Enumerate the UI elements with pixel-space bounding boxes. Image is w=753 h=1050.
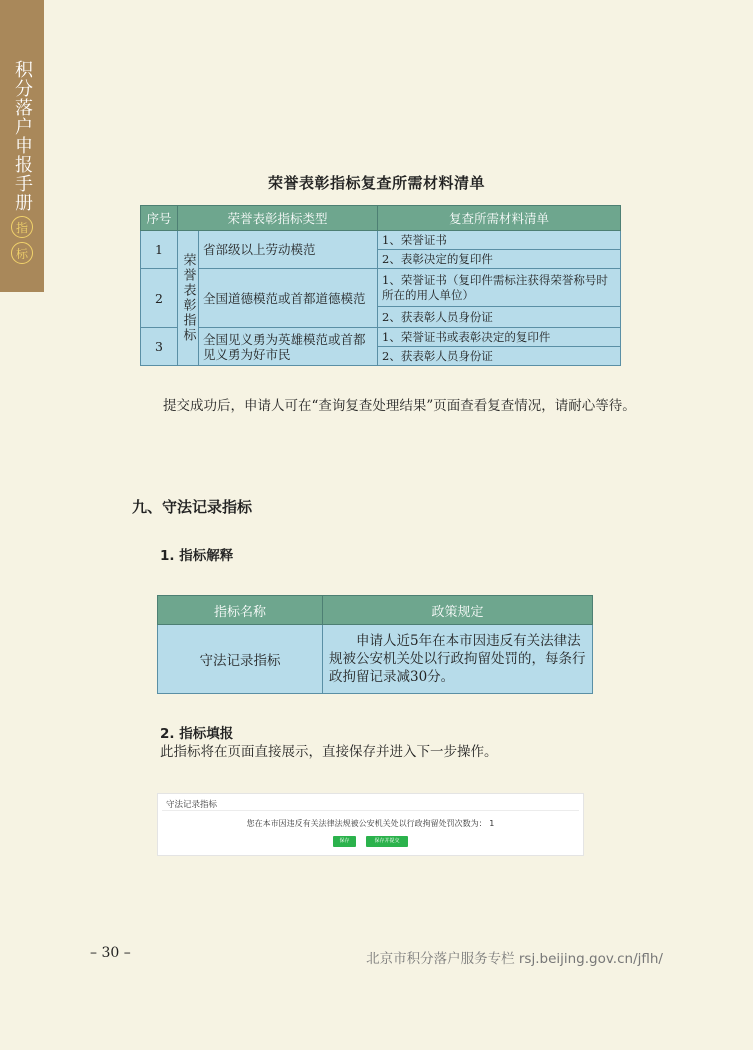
row-num: 3 — [141, 328, 178, 366]
filling-note: 此指标将在页面直接展示，直接保存并进入下一步操作。 — [160, 744, 498, 760]
form-screenshot — [157, 793, 584, 856]
submit-note: 提交成功后，申请人可在“查询复查处理结果”页面查看复查情况，请耐心等待。 — [163, 398, 636, 414]
subheading-explanation: 1. 指标解释 — [160, 548, 234, 564]
policy-text: 申请人近5年在本市因违反有关法律法规被公安机关处以行政拘留处罚的，每条行政拘留记录减30分。 — [323, 625, 593, 694]
row-material: 1、荣誉证书（复印件需标注获得荣誉称号时所在的用人单位） — [378, 269, 621, 307]
row-material: 2、表彰决定的复印件 — [378, 250, 621, 269]
honor-materials-table — [140, 205, 621, 366]
divider — [162, 810, 579, 811]
badge-biao: 标 — [11, 242, 33, 264]
col-header-policy: 政策规定 — [323, 596, 593, 625]
badge-zhi: 指 — [11, 216, 33, 238]
page-number: – 30 – — [90, 945, 131, 961]
category-cell — [178, 231, 199, 366]
sidebar-tab — [0, 0, 44, 292]
subheading-filling: 2. 指标填报 — [160, 726, 234, 742]
save-button[interactable]: 保存 — [333, 836, 356, 847]
category-label: 荣誉表彰指标 — [180, 253, 196, 343]
row-material: 1、荣誉证书或表彰决定的复印件 — [378, 328, 621, 347]
law-record-table — [157, 595, 593, 694]
question-text: 您在本市因违反有关法律法规被公安机关处以行政拘留处罚次数为： — [246, 819, 487, 828]
indicator-name: 守法记录指标 — [158, 625, 323, 694]
col-header-num: 序号 — [141, 206, 178, 231]
col-header-type: 荣誉表彰指标类型 — [178, 206, 378, 231]
row-material: 2、获表彰人员身份证 — [378, 347, 621, 366]
form-question — [158, 818, 583, 829]
row-type: 全国道德模范或首都道德模范 — [199, 269, 378, 328]
row-type: 省部级以上劳动模范 — [199, 231, 378, 269]
col-header-materials: 复查所需材料清单 — [378, 206, 621, 231]
section-heading: 九、守法记录指标 — [132, 498, 253, 516]
row-num: 1 — [141, 231, 178, 269]
sidebar-title: 积分落户申报手册 — [12, 60, 33, 212]
question-value: 1 — [489, 819, 495, 828]
table1-title: 荣誉表彰指标复查所需材料清单 — [267, 174, 485, 192]
form-header: 守法记录指标 — [166, 800, 218, 810]
row-material: 1、荣誉证书 — [378, 231, 621, 250]
row-num: 2 — [141, 269, 178, 328]
save-submit-button[interactable]: 保存并提交 — [366, 836, 408, 847]
row-type: 全国见义勇为英雄模范或首都见义勇为好市民 — [199, 328, 378, 366]
form-buttons — [158, 836, 583, 847]
row-material: 2、获表彰人员身份证 — [378, 307, 621, 328]
footer-site: 北京市积分落户服务专栏 rsj.beijing.gov.cn/jflh/ — [366, 951, 663, 967]
col-header-name: 指标名称 — [158, 596, 323, 625]
